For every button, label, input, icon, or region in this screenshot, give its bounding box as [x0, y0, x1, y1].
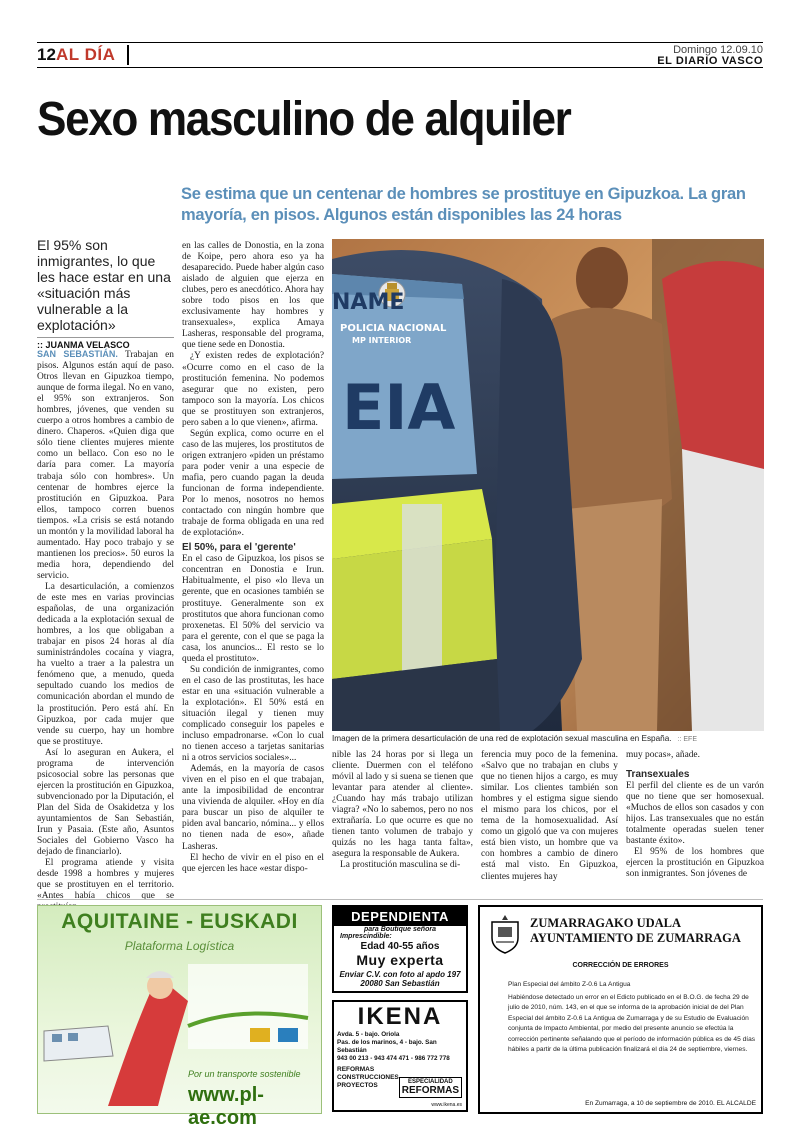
issue-date: Domingo 12.09.10: [673, 44, 763, 56]
vest-text-top: NAME: [332, 290, 405, 315]
ad-category: REFORMAS: [337, 1066, 375, 1073]
ad-line: Imprescindible:: [340, 933, 392, 940]
ads-divider: [37, 899, 763, 900]
article-column-5: [626, 750, 764, 894]
paragraph: La desarticulación, a comienzos de este mes en varias provincias españolas, de una organización dedicada a la explotación sexual de hombres, a los que obligaban a trabajar en pisos 24 horas al día suministrándoles cocaína y viagra, ha vuelto a traer a la palestra un fenómeno que, a menudo, queda sepultado cuando los medios de comunicación abordan el mundo de la prostitución. Pero está ahí. En Gipuzkoa, por cada mujer que vende su cuerpo, hay un hombre que se prostituye.: [37, 581, 174, 747]
paragraph: El hecho de vivir en el piso en el que ejercen les hace «estar dispo-: [182, 852, 324, 874]
page-header: [37, 42, 763, 68]
ad-title: IKENA: [357, 1003, 443, 1030]
ad-url[interactable]: www.ikena.es: [431, 1102, 462, 1108]
dateline-city: SAN SEBASTIÁN.: [37, 349, 118, 359]
notice-signature: En Zumarraga, a 10 de septiembre de 2010. EL ALCALDE: [585, 1100, 756, 1107]
ad-title: DEPENDIENTA: [334, 907, 466, 926]
ad-cv: Enviar C.V. con foto al apdo 197: [339, 970, 461, 979]
ad-location: 20080 San Sebastián: [360, 979, 440, 988]
badge-top: ESPECIALIDAD: [408, 1079, 453, 1085]
article-column-1: [37, 349, 174, 902]
paragraph: en las calles de Donostia, en la zona de Koipe, pero ahora eso ya ha desaparecido. Puede haber algún caso aislado de alguien que ejerza en clubes, pero es anecdótico. Ahora hay sobre todo pisos en los que exclusivamente hay hombres y transexuales», explica Amaya Lasheras, responsable del programa, que tiene sede en Donostia.: [182, 241, 324, 351]
coat-of-arms-icon: [488, 914, 522, 954]
ad-address: Avda. 5 - bajo. Oriola: [337, 1031, 400, 1038]
article-photo: [332, 239, 764, 731]
paragraph: Además, en la mayoría de casos viven en el piso en el que trabajan, ante la imposibilidad de encontrar una vivienda de alquiler. «Hoy en día para buscar un piso de alquiler te piden aval bancario, nómina... y ellos no tienen nada de eso», añade Lasheras.: [182, 764, 324, 852]
pull-quote: El 95% son inmigrantes, lo que les hace estar en una «situación más vulnerable a la explotación»: [37, 237, 171, 333]
paragraph: ¿Y existen redes de explotación? «Ocurre como en el caso de la prostitución femenina. No podemos asegurar que no existen, pero tampoco son la mayoría. Los chicos que se prostituyen son extranjeros, pero saben a lo que vienen», afirma.: [182, 351, 324, 428]
badge-main: REFORMAS: [401, 1085, 459, 1096]
ad-address: Pas. de los marinos, 4 - bajo. San Sebastián: [337, 1039, 437, 1054]
paragraph: ferencia muy poco de la femenina. «Salvo que no trabajan en clubs y que no tienen hijos a cargo, es muy similar. Los clientes también son hombres y el estigma sigue siendo el mismo para los chicos, por el tema de la homosexualidad. Así como un gigoló que va con mujeres está bien visto, un hombre que va con hombres a cambio de dinero está mal visto. En Gipuzkoa, clientes mujeres hay: [481, 750, 618, 882]
ad-dependienta[interactable]: [332, 905, 468, 993]
paragraph-text: Trabajan en pisos. Algunos están aquí de paso. Otros llevan en Gipuzkoa tiempo, aunque de forma ilegal. No en vano, el 95% son extranjeros. Son hombres, jóvenes, que venden su cuerpo a otros hombres a cambio de dinero. Chaperos. «Quien diga que sólo tiene clientes mujeres miente como un bellaco. Con eso no le daría para comer. La mayoría trabaja sólo con hombres». Un centenar de hombres ejerce la prostitución en Gipuzkoa. Para ellos, tampoco corren buenos tiempos. «La crisis se está notando un montón y la movilidad laboral ha aumentado. Hay poco trabajo y se mantienen los precios». 50 euros la media hora, dependiendo del servicio.: [37, 350, 174, 581]
ad-phones: 943 00 213 - 943 474 471 - 986 772 778: [337, 1055, 450, 1062]
paragraph: El 95% de los hombres que ejercen la prostitución en Gipuzkoa son inmigrantes. Son jóvenes de: [626, 847, 764, 880]
byline: :: JUANMA VELASCO: [37, 337, 174, 350]
logo-icon: [250, 1028, 270, 1042]
notice-title-2: AYUNTAMIENTO DE ZUMARRAGA: [530, 931, 741, 945]
ad-badge: [399, 1077, 462, 1098]
header-divider: [127, 45, 129, 65]
paragraph: La prostitución masculina se di-: [340, 860, 461, 871]
ad-title: AQUITAINE - EUSKADI: [61, 910, 298, 933]
vest-text-2: MP INTERIOR: [352, 336, 412, 345]
photo-credit: :: EFE: [677, 736, 697, 743]
article-column-2: [182, 241, 324, 894]
ad-tagline: Por un transporte sostenible: [188, 1069, 301, 1079]
ad-category: CONSTRUCCIONES: [337, 1074, 399, 1081]
ad-age: Edad 40-55 años: [360, 941, 440, 952]
ad-url[interactable]: www.pl-ae.com: [188, 1084, 264, 1129]
ad-experience: Muy experta: [356, 952, 444, 968]
paragraph: Según explica, como ocurre en el caso de las mujeres, los prostitutos de origen extranjero «piden un préstamo para poder venir a una especie de mafia, pero cuando pagan la deuda funcionan de forma independiente. Por lo menos, nosotros no hemos contactado con ningún hombre que trabaje de forma obligada en una red de explotación».: [182, 428, 324, 539]
notice-paragraph: Habiéndose detectado un error en el Edicto publicado en el B.O.G. de fecha 29 de julio de 2010, núm. 143, en el que se informa de la aprobación inicial de del Plan Especial del ámbito Z-0.6 La Antigua de Zumarraga y de su Estudio de Evaluación conjunta de Impacto Ambiental, por medio del presente anuncio se efectúa la corrección pertinente señalando que el período de información pública es de 45 días hábiles a partir de la última publicación finalizará el día 24 de septiembre, viernes.: [508, 993, 756, 1053]
paragraph: muy pocas», añade.: [626, 750, 700, 760]
ad-line: para Boutique señora: [364, 926, 436, 933]
ad-ikena[interactable]: [332, 1000, 468, 1112]
notice-paragraph: Plan Especial del ámbito Z-0.6 La Antigua: [508, 981, 631, 988]
paragraph: Su condición de inmigrantes, como en el caso de las prostitutas, les hace estar en una «situación vulnerable a la explotación». El 50% está en situación ilegal y tienen muy complicado conseguir los papeles e incluso empadronarse. «Con lo cual no tienen acceso a tarjetas sanitarias ni a otros servicios sociales»...: [182, 664, 324, 764]
paragraph: [37, 349, 174, 582]
notice-heading: CORRECCIÓN DE ERRORES: [572, 962, 669, 969]
notice-body: [508, 980, 758, 1058]
train-icon: [44, 1026, 113, 1061]
section-name: AL DÍA: [56, 45, 116, 64]
paragraph: En el caso de Gipuzkoa, los pisos se concentran en Donostia e Irun. Habitualmente, el piso «lo lleva un gerente, que en ocasiones también se prostituye. Generalmente son ex prostitutos que ahora funcionan como proxenetas. El 50% del servicio va para el gerente, con el que se paga la casa, los anuncios... El resto se lo queda el prostituto».: [182, 554, 324, 664]
caption-text: Imagen de la primera desarticulación de una red de explotación sexual masculina en España.: [332, 734, 672, 743]
logo-icon: [278, 1028, 298, 1042]
article-column-4: [481, 750, 618, 894]
notice-title-1: ZUMARRAGAKO UDALA: [530, 916, 682, 930]
section-subtitle: El 50%, para el 'gerente': [182, 542, 296, 554]
paragraph: El perfil del cliente es de un varón que no tiene que ser homosexual. «Muchos de ellos son casados y con hijos. Las transexuales que no están totalmente operadas suelen tener bastante éxito».: [626, 781, 764, 847]
newspaper-name: EL DIARIO VASCO: [657, 55, 763, 67]
ad-category: PROYECTOS: [337, 1082, 378, 1089]
ad-subtitle: Plataforma Logística: [124, 939, 235, 953]
page-number: 12: [37, 45, 56, 64]
ad-aquitaine-euskadi[interactable]: [37, 905, 322, 1129]
ad-zumarraga-notice: [478, 905, 763, 1114]
article-column-3: [332, 750, 473, 894]
article-headline: Sexo masculino de alquiler: [37, 93, 571, 146]
paragraph: Así lo aseguran en Aukera, el programa de intervención psicosocial sobre las personas que ejercen la prostitución en Gipuzkoa, subvencionado por la Diputación, el Plan del Sida de Osakidetza y los ayuntamientos de San Sebastián, Irun y Pasaia. (Este año, Asuntos Sociales del Gobierno Vasco ha dejado de financiarlo).: [37, 747, 174, 858]
paragraph: nible las 24 horas por si llega un cliente. Duermen con el teléfono móvil al lado y si suena se tienen que levantar para atender al cliente». ¿Cuando hay más trabajo utilizan viagra? «No lo sabemos, pero no nos extrañaría. Lo que ocurre es que no tienen tanto volumen de trabajo y quizás no les haga tanta falta», asegura la responsable de Aukera.: [332, 750, 473, 860]
police-photo-illustration: [332, 239, 764, 731]
paragraph: El programa atiende y visita desde 1998 a hombres y mujeres que se prostituyen en el territorio. «Antes había chicos que se: [37, 858, 174, 902]
vest-text-big: EIA: [342, 371, 456, 444]
article-subheadline: Se estima que un centenar de hombres se prostituye en Gipuzkoa. La gran mayoría, en pisos. Algunos están disponibles las 24 horas: [181, 185, 746, 224]
section-subtitle: Transexuales: [626, 769, 690, 781]
vest-text-1: POLICIA NACIONAL: [340, 323, 447, 334]
photo-caption: [332, 734, 764, 743]
